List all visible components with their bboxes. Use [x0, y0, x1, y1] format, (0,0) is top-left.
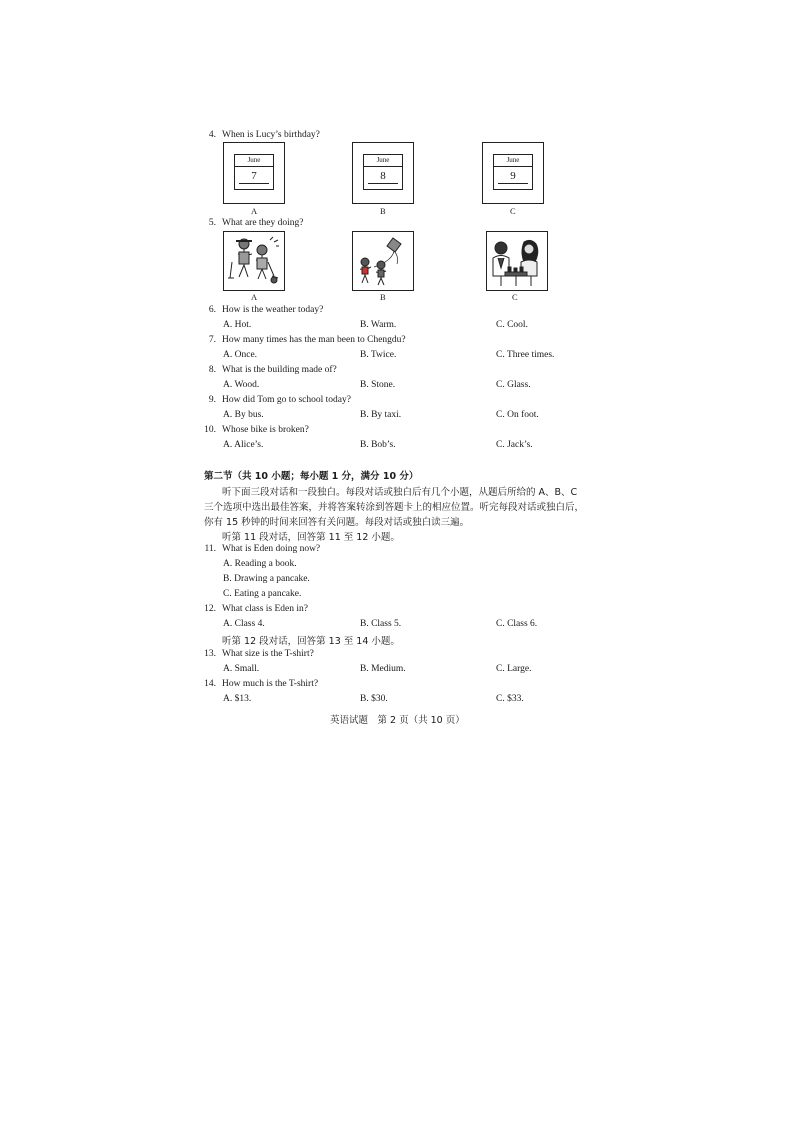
- q11-option-c: C. Eating a pancake.: [223, 589, 302, 599]
- q12-text: What class is Eden in?: [222, 604, 309, 614]
- two-people-playing-chess-icon: [487, 232, 546, 289]
- q9-option-a: A. By bus.: [223, 410, 264, 420]
- two-children-cleaning-icon: [224, 232, 283, 289]
- instructions-line-3: 你有 15 秒钟的时间来回答有关问题。每段对话或独白读三遍。: [204, 517, 470, 528]
- q9-option-c: C. On foot.: [496, 410, 539, 420]
- q5-option-b-picture: [352, 231, 414, 291]
- q8-option-a: A. Wood.: [223, 380, 260, 390]
- q8-number: 8.: [208, 365, 216, 375]
- q13-option-a: A. Small.: [223, 664, 260, 674]
- q7-number: 7.: [208, 335, 216, 345]
- q4-text: When is Lucy’s birthday?: [222, 130, 320, 140]
- q5-option-b-letter: B: [380, 292, 386, 302]
- dialog-12-instruction: 听第 12 段对话，回答第 13 至 14 小题。: [222, 636, 400, 647]
- q5-option-a-letter: A: [251, 292, 258, 302]
- section-heading: 第二节（共 10 小题；每小题 1 分，满分 10 分）: [204, 471, 419, 482]
- calendar-month: June: [364, 155, 402, 167]
- q7-option-b: B. Twice.: [360, 350, 397, 360]
- q13-text: What size is the T-shirt?: [222, 649, 314, 659]
- q7-option-c: C. Three times.: [496, 350, 555, 360]
- q4-option-a-picture: [223, 142, 285, 204]
- q14-text: How much is the T-shirt?: [222, 679, 319, 689]
- q7-text: How many times has the man been to Chengdu?: [222, 335, 406, 345]
- calendar-month: June: [235, 155, 273, 167]
- q13-number: 13.: [204, 649, 216, 659]
- q7-option-a: A. Once.: [223, 350, 258, 360]
- q14-option-a: A. $13.: [223, 694, 252, 704]
- calendar-day: 9: [510, 170, 516, 182]
- q4-option-b-picture: [352, 142, 414, 204]
- q14-option-b: B. $30.: [360, 694, 388, 704]
- q11-option-b: B. Drawing a pancake.: [223, 574, 310, 584]
- calendar-icon: [363, 154, 403, 190]
- q4-option-a-letter: A: [251, 206, 258, 216]
- calendar-day: 7: [251, 170, 257, 182]
- q10-option-a: A. Alice’s.: [223, 440, 264, 450]
- q12-option-b: B. Class 5.: [360, 619, 402, 629]
- q5-option-a-picture: [223, 231, 285, 291]
- q11-number: 11.: [204, 544, 216, 554]
- q4-option-c-picture: [482, 142, 544, 204]
- q10-text: Whose bike is broken?: [222, 425, 309, 435]
- calendar-icon: [234, 154, 274, 190]
- calendar-day: 8: [380, 170, 386, 182]
- q6-text: How is the weather today?: [222, 305, 324, 315]
- q6-option-b: B. Warm.: [360, 320, 397, 330]
- q9-option-b: B. By taxi.: [360, 410, 402, 420]
- q14-option-c: C. $33.: [496, 694, 524, 704]
- q13-option-b: B. Medium.: [360, 664, 406, 674]
- q10-option-c: C. Jack’s.: [496, 440, 533, 450]
- q8-text: What is the building made of?: [222, 365, 337, 375]
- q9-text: How did Tom go to school today?: [222, 395, 351, 405]
- q14-number: 14.: [204, 679, 216, 689]
- calendar-month: June: [494, 155, 532, 167]
- q10-number: 10.: [204, 425, 216, 435]
- instructions-line-2: 三个选项中选出最佳答案，并将答案转涂到答题卡上的相应位置。听完每段对话或独白后，: [204, 502, 585, 513]
- q5-text: What are they doing?: [222, 218, 304, 228]
- children-flying-kite-icon: [353, 232, 412, 289]
- q13-option-c: C. Large.: [496, 664, 532, 674]
- q4-option-b-letter: B: [380, 206, 386, 216]
- q6-option-c: C. Cool.: [496, 320, 528, 330]
- q5-number: 5.: [208, 218, 216, 228]
- q5-option-c-letter: C: [512, 292, 518, 302]
- q12-option-a: A. Class 4.: [223, 619, 265, 629]
- instructions-line-1: 听下面三段对话和一段独白。每段对话或独白后有几个小题，从题后所给的 A、B、C: [222, 487, 578, 498]
- q11-text: What is Eden doing now?: [222, 544, 321, 554]
- q4-option-c-letter: C: [510, 206, 516, 216]
- calendar-icon: [493, 154, 533, 190]
- q12-option-c: C. Class 6.: [496, 619, 538, 629]
- q8-option-c: C. Glass.: [496, 380, 531, 390]
- page-footer: 英语试题 第 2 页（共 10 页）: [330, 715, 465, 726]
- q8-option-b: B. Stone.: [360, 380, 396, 390]
- q12-number: 12.: [204, 604, 216, 614]
- q10-option-b: B. Bob’s.: [360, 440, 396, 450]
- dialog-11-instruction: 听第 11 段对话，回答第 11 至 12 小题。: [222, 532, 400, 543]
- q4-number: 4.: [208, 130, 216, 140]
- q6-option-a: A. Hot.: [223, 320, 252, 330]
- q9-number: 9.: [208, 395, 216, 405]
- q6-number: 6.: [208, 305, 216, 315]
- q5-option-c-picture: [486, 231, 548, 291]
- q11-option-a: A. Reading a book.: [223, 559, 297, 569]
